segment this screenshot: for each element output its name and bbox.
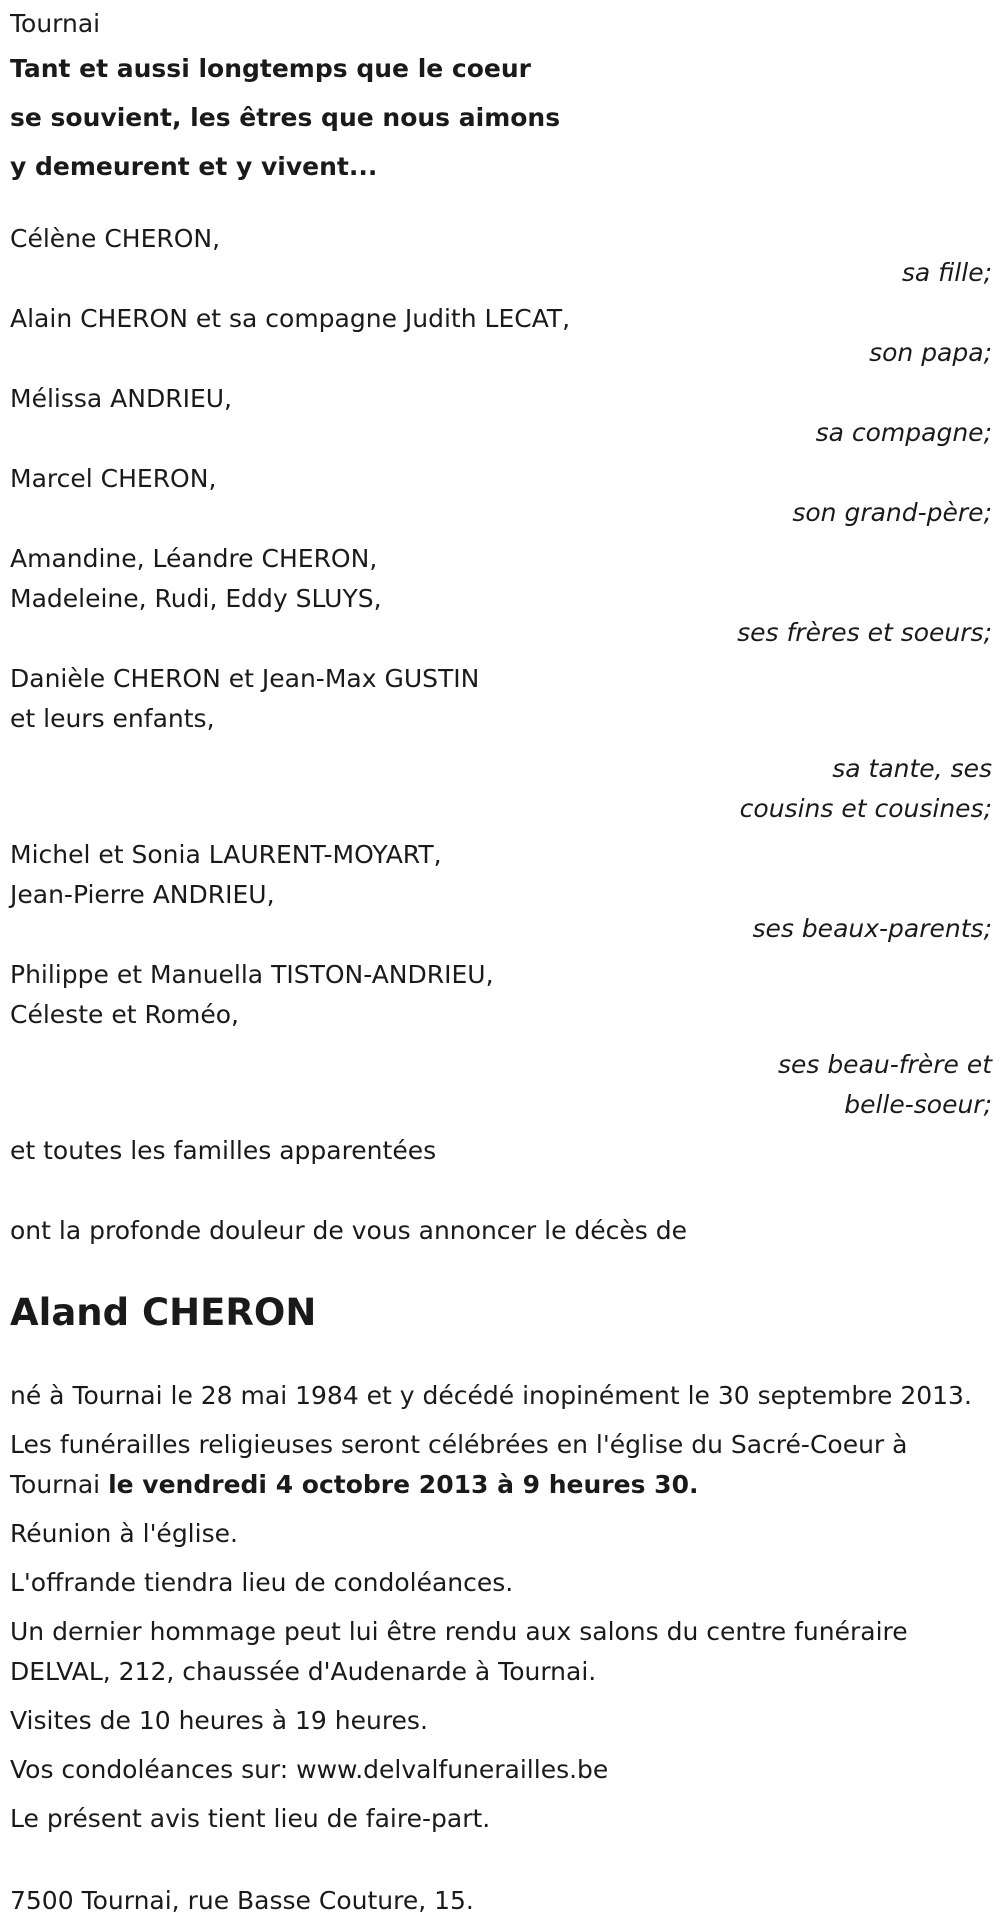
family-entry [10, 459, 992, 533]
family-names: Michel et Sonia LAURENT-MOYART, [10, 840, 442, 869]
city-label: Tournai [10, 9, 101, 38]
family-names: Céleste et Roméo, [10, 1000, 239, 1029]
other-families: et toutes les familles apparentées [10, 1136, 437, 1165]
quote-line-3: y demeurent et y vivent... [10, 152, 378, 181]
quote-line-1: Tant et aussi longtemps que le coeur [10, 54, 531, 83]
funeral-paragraph [10, 1425, 992, 1505]
family-relation: belle-soeur; [844, 1090, 992, 1119]
family-relation: sa tante, ses [832, 754, 992, 783]
family-names: et leurs enfants, [10, 704, 215, 733]
funeral-text: Les funérailles religieuses seront célébrées en l'église du Sacré-Coeur à Tournai [10, 1430, 908, 1499]
family-relation: ses beau-frère et [777, 1050, 992, 1079]
family-entry [10, 379, 992, 453]
family-names: Jean-Pierre ANDRIEU, [10, 880, 275, 909]
family-names: Amandine, Léandre CHERON, [10, 544, 378, 573]
condolences-text: Vos condoléances sur: www.delvalfunerailles.be [10, 1755, 609, 1784]
family-list [10, 219, 992, 1125]
visits-text: Visites de 10 heures à 19 heures. [10, 1706, 428, 1735]
family-entry [10, 219, 992, 293]
address-text: 7500 Tournai, rue Basse Couture, 15. [10, 1886, 474, 1915]
family-names: Marcel CHERON, [10, 464, 217, 493]
family-names: Madeleine, Rudi, Eddy SLUYS, [10, 584, 382, 613]
announcement-text: ont la profonde douleur de vous annoncer le décès de [10, 1216, 688, 1245]
obituary-notice [10, 0, 992, 1921]
family-relation: sa compagne; [815, 418, 992, 447]
funeral-date: le vendredi 4 octobre 2013 à 9 heures 30. [108, 1470, 699, 1499]
family-names: Alain CHERON et sa compagne Judith LECAT, [10, 304, 571, 333]
family-relation: sa fille; [901, 258, 992, 287]
family-entry [10, 299, 992, 373]
homage-text: Un dernier hommage peut lui être rendu aux salons du centre funéraire DELVAL, 212, chaussée d'Audenarde à Tournai. [10, 1617, 908, 1686]
family-names: Danièle CHERON et Jean-Max GUSTIN [10, 664, 480, 693]
family-entry [10, 659, 992, 829]
notice-text: Le présent avis tient lieu de faire-part. [10, 1804, 491, 1833]
family-relation: cousins et cousines; [739, 794, 992, 823]
quote-line-2: se souvient, les êtres que nous aimons [10, 103, 561, 132]
memorial-quote [10, 44, 992, 191]
family-names: Célène CHERON, [10, 224, 221, 253]
offering-text: L'offrande tiendra lieu de condoléances. [10, 1568, 514, 1597]
deceased-name: Aland CHERON [10, 1291, 317, 1334]
funeral-details [10, 1376, 992, 1839]
family-relation: ses frères et soeurs; [737, 618, 992, 647]
family-relation: son papa; [869, 338, 992, 367]
birth-death-text: né à Tournai le 28 mai 1984 et y décédé inopinément le 30 septembre 2013. [10, 1381, 972, 1410]
family-names: Mélissa ANDRIEU, [10, 384, 232, 413]
family-relation: son grand-père; [792, 498, 992, 527]
reunion-text: Réunion à l'église. [10, 1519, 238, 1548]
family-relation: ses beaux-parents; [752, 914, 992, 943]
family-entry [10, 835, 992, 949]
family-names: Philippe et Manuella TISTON-ANDRIEU, [10, 960, 494, 989]
family-entry [10, 955, 992, 1125]
family-entry [10, 539, 992, 653]
